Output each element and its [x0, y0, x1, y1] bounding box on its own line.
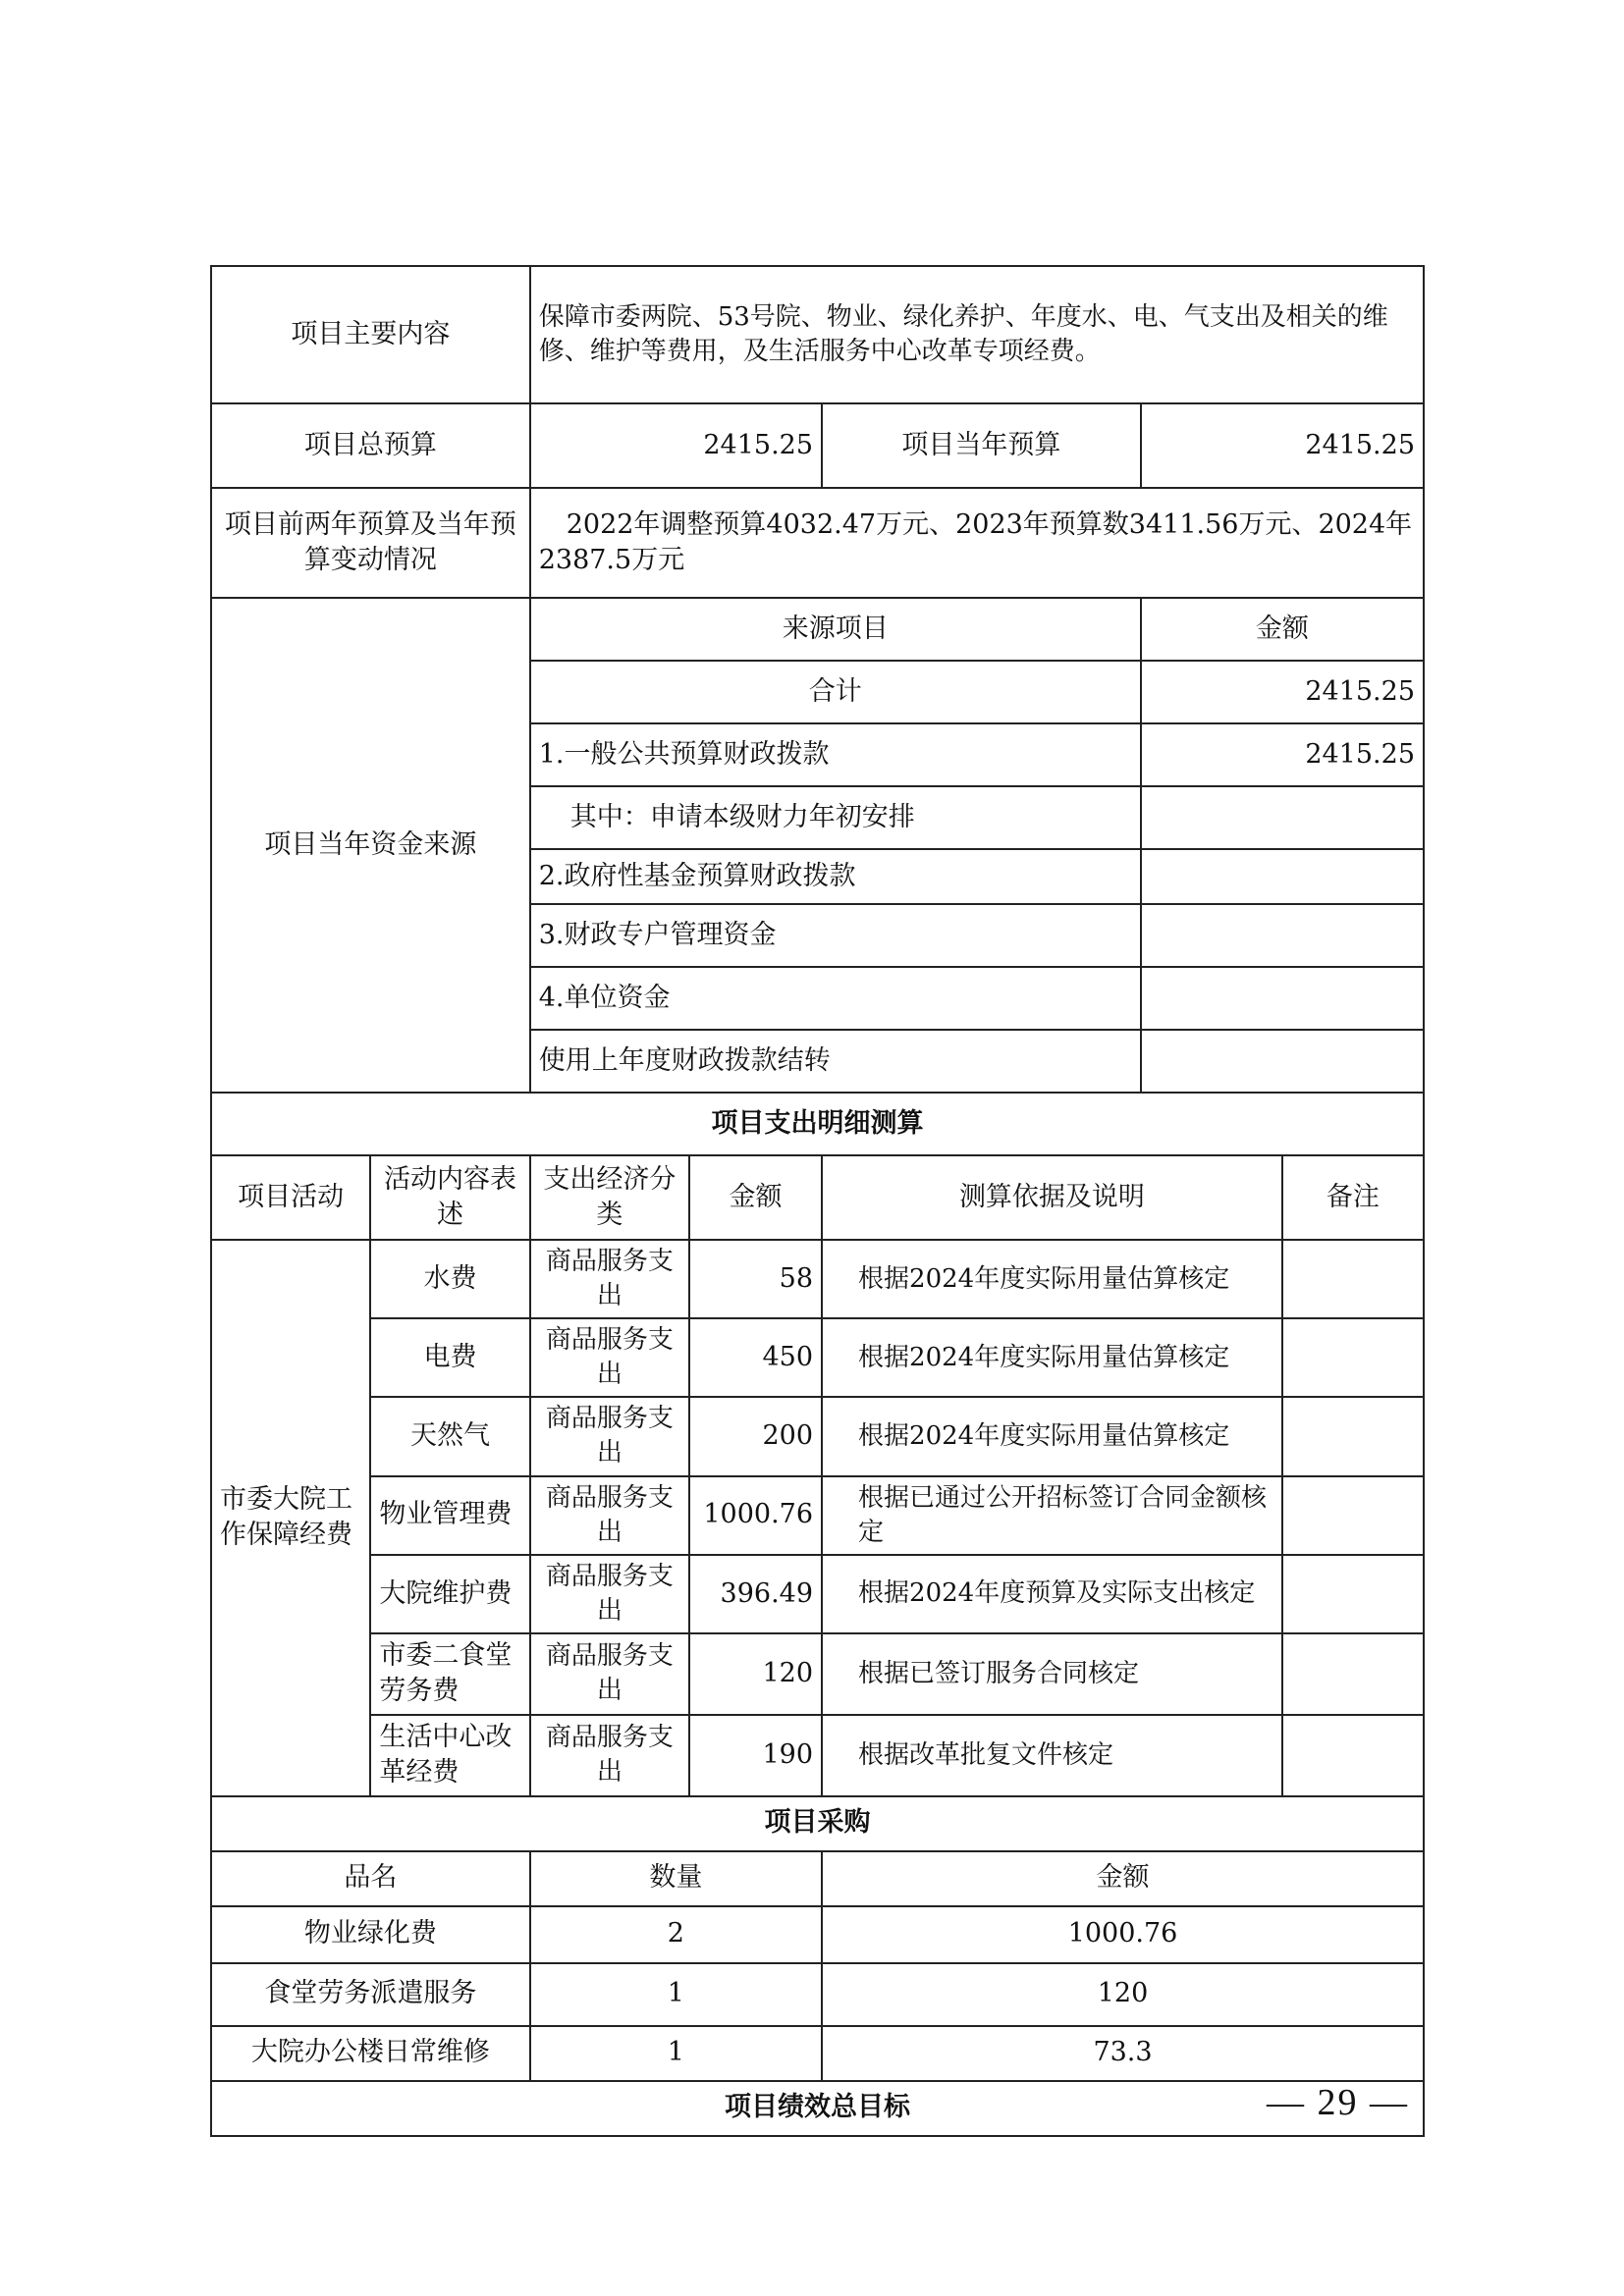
procurement-row — [211, 1963, 1424, 2026]
econ-class: 商品服务支出 — [530, 1476, 689, 1555]
current-budget-value: 2415.25 — [1141, 403, 1424, 488]
content: 大院维护费 — [370, 1555, 529, 1633]
header-activity: 项目活动 — [211, 1155, 370, 1240]
main-content-label: 项目主要内容 — [211, 266, 530, 403]
basis: 根据2024年度实际用量估算核定 — [822, 1397, 1282, 1475]
procurement-qty: 2 — [530, 1906, 822, 1963]
expenditure-title-row — [211, 1093, 1424, 1155]
header-econ: 支出经济分类 — [530, 1155, 689, 1240]
funding-amount-header: 金额 — [1141, 598, 1424, 661]
performance-title-row — [211, 2081, 1424, 2136]
funding-amount — [1141, 849, 1424, 904]
funding-source: 合计 — [530, 661, 1141, 723]
content: 物业管理费 — [370, 1476, 529, 1555]
total-budget-value: 2415.25 — [530, 403, 822, 488]
content: 电费 — [370, 1318, 529, 1397]
basis: 根据2024年度实际用量估算核定 — [822, 1240, 1282, 1318]
funding-amount: 2415.25 — [1141, 723, 1424, 786]
econ-class: 商品服务支出 — [530, 1633, 689, 1715]
procurement-qty: 1 — [530, 2026, 822, 2081]
econ-class: 商品服务支出 — [530, 1318, 689, 1397]
procurement-amount: 120 — [822, 1963, 1424, 2026]
funding-amount — [1141, 904, 1424, 967]
funding-amount — [1141, 1030, 1424, 1093]
amount: 1000.76 — [689, 1476, 822, 1555]
remark — [1282, 1715, 1424, 1796]
current-budget-label: 项目当年预算 — [822, 403, 1141, 488]
content: 市委二食堂劳务费 — [370, 1633, 529, 1715]
content: 水费 — [370, 1240, 529, 1318]
funding-source: 4.单位资金 — [530, 967, 1141, 1030]
funding-source: 使用上年度财政拨款结转 — [530, 1030, 1141, 1093]
expenditure-row — [211, 1555, 1424, 1633]
econ-class: 商品服务支出 — [530, 1397, 689, 1475]
basis: 根据改革批复文件核定 — [822, 1715, 1282, 1796]
main-content-text: 保障市委两院、53号院、物业、绿化养护、年度水、电、气支出及相关的维修、维护等费用，及生活服务中心改革专项经费。 — [530, 266, 1424, 403]
expenditure-row — [211, 1715, 1424, 1796]
funding-source: 3.财政专户管理资金 — [530, 904, 1141, 967]
amount: 190 — [689, 1715, 822, 1796]
amount: 200 — [689, 1397, 822, 1475]
procurement-amount: 1000.76 — [822, 1906, 1424, 1963]
econ-class: 商品服务支出 — [530, 1240, 689, 1318]
remark — [1282, 1633, 1424, 1715]
procurement-header-row — [211, 1851, 1424, 1906]
funding-header-row — [211, 598, 1424, 661]
remark — [1282, 1476, 1424, 1555]
funding-source-header: 来源项目 — [530, 598, 1141, 661]
funding-amount — [1141, 967, 1424, 1030]
procurement-section-title: 项目采购 — [211, 1796, 1424, 1851]
econ-class: 商品服务支出 — [530, 1555, 689, 1633]
procurement-name: 大院办公楼日常维修 — [211, 2026, 530, 2081]
budget-table — [210, 265, 1425, 2137]
expenditure-row — [211, 1397, 1424, 1475]
procurement-row — [211, 2026, 1424, 2081]
basis: 根据2024年度预算及实际支出核定 — [822, 1555, 1282, 1633]
remark — [1282, 1397, 1424, 1475]
header-content: 活动内容表述 — [370, 1155, 529, 1240]
history-label: 项目前两年预算及当年预算变动情况 — [211, 488, 530, 598]
header-remark: 备注 — [1282, 1155, 1424, 1240]
procurement-name: 食堂劳务派遣服务 — [211, 1963, 530, 2026]
funding-amount — [1141, 786, 1424, 849]
remark — [1282, 1555, 1424, 1633]
history-text: 2022年调整预算4032.47万元、2023年预算数3411.56万元、2024年2387.5万元 — [530, 488, 1424, 598]
budget-row — [211, 403, 1424, 488]
expenditure-row — [211, 1240, 1424, 1318]
funding-source: 2.政府性基金预算财政拨款 — [530, 849, 1141, 904]
basis: 根据已签订服务合同核定 — [822, 1633, 1282, 1715]
main-content-row — [211, 266, 1424, 403]
remark — [1282, 1240, 1424, 1318]
header-basis: 测算依据及说明 — [822, 1155, 1282, 1240]
history-row — [211, 488, 1424, 598]
funding-label: 项目当年资金来源 — [211, 598, 530, 1093]
procurement-amount: 73.3 — [822, 2026, 1424, 2081]
page-number: — 29 — — [1267, 2082, 1409, 2123]
funding-amount: 2415.25 — [1141, 661, 1424, 723]
amount: 396.49 — [689, 1555, 822, 1633]
expenditure-row — [211, 1633, 1424, 1715]
expenditure-row — [211, 1318, 1424, 1397]
procurement-name: 物业绿化费 — [211, 1906, 530, 1963]
procurement-header-name: 品名 — [211, 1851, 530, 1906]
procurement-qty: 1 — [530, 1963, 822, 2026]
basis: 根据已通过公开招标签订合同金额核定 — [822, 1476, 1282, 1555]
procurement-row — [211, 1906, 1424, 1963]
amount: 58 — [689, 1240, 822, 1318]
amount: 450 — [689, 1318, 822, 1397]
procurement-header-amount: 金额 — [822, 1851, 1424, 1906]
remark — [1282, 1318, 1424, 1397]
expenditure-section-title: 项目支出明细测算 — [211, 1093, 1424, 1155]
amount: 120 — [689, 1633, 822, 1715]
procurement-title-row — [211, 1796, 1424, 1851]
basis: 根据2024年度实际用量估算核定 — [822, 1318, 1282, 1397]
expenditure-row — [211, 1476, 1424, 1555]
content: 生活中心改革经费 — [370, 1715, 529, 1796]
expenditure-header-row — [211, 1155, 1424, 1240]
performance-section-title: 项目绩效总目标 — [211, 2081, 1424, 2136]
header-amount: 金额 — [689, 1155, 822, 1240]
econ-class: 商品服务支出 — [530, 1715, 689, 1796]
funding-source: 1.一般公共预算财政拨款 — [530, 723, 1141, 786]
total-budget-label: 项目总预算 — [211, 403, 530, 488]
funding-source: 其中：申请本级财力年初安排 — [530, 786, 1141, 849]
content: 天然气 — [370, 1397, 529, 1475]
activity-name: 市委大院工作保障经费 — [211, 1240, 370, 1796]
procurement-header-qty: 数量 — [530, 1851, 822, 1906]
